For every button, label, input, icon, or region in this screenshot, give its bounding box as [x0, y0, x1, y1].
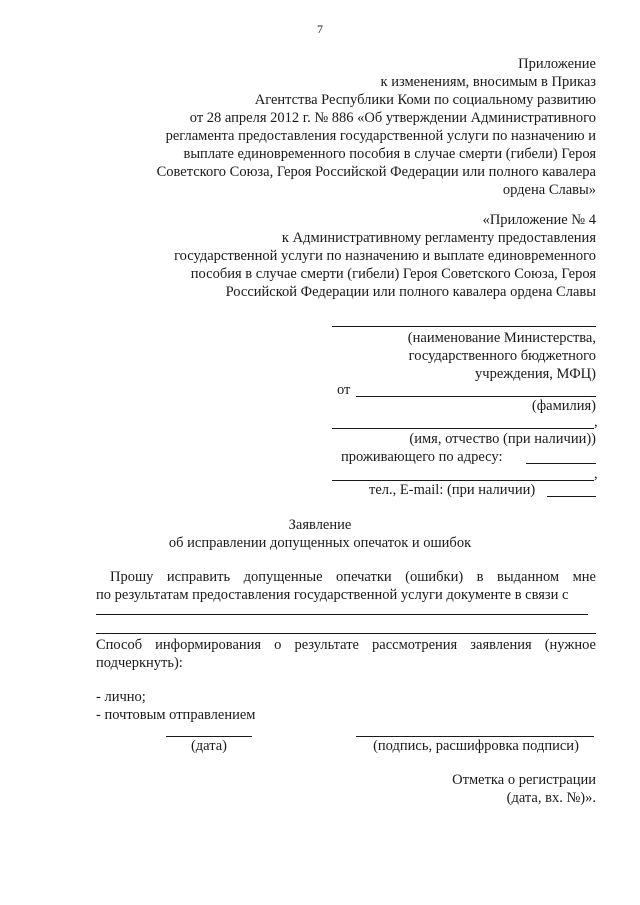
appendix-line: выплате единовременного пособия в случае смерти (гибели) Героя [183, 146, 596, 162]
signature-line [356, 736, 594, 737]
appendix-line: регламента предоставления государственной услуги по назначению и [165, 128, 596, 144]
address-label: проживающего по адресу: [341, 449, 503, 465]
registration-mark: Отметка о регистрации [452, 772, 596, 788]
inform-text-line1: Способ информирования о результате рассмотрения заявления (нужное [96, 637, 596, 653]
document-title: Заявление [288, 517, 352, 533]
name-hint: (имя, отчество (при наличии)) [409, 431, 596, 447]
appendix4-line: пособия в случае смерти (гибели) Героя Советского Союза, Героя [190, 266, 596, 282]
surname-hint: (фамилия) [531, 398, 596, 414]
document-subtitle: об исправлении допущенных опечаток и ошибок [168, 535, 472, 551]
name-line-comma: , [594, 414, 598, 430]
page-number: 7 [317, 22, 323, 36]
appendix-line: Советского Союза, Героя Российской Федерации или полного кавалера [156, 164, 596, 180]
org-name-line [332, 326, 596, 327]
appendix4-line: к Административному регламенту предоставления [281, 230, 596, 246]
appendix-line: Приложение [518, 56, 596, 72]
reason-line-1 [96, 614, 588, 615]
appendix-line: к изменениям, вносимым в Приказ [380, 74, 596, 90]
date-line [166, 736, 252, 737]
name-line [332, 428, 594, 429]
appendix4-line: Российской Федерации или полного кавалера ордена Славы [225, 284, 596, 300]
signature-hint: (подпись, расшифровка подписи) [373, 738, 579, 754]
address-comma: , [594, 466, 598, 482]
appendix4-line: государственной услуги по назначению и выплате единовременного [174, 248, 596, 264]
phone-label: тел., E-mail: (при наличии) [369, 482, 536, 498]
from-label: от [337, 382, 351, 398]
phone-line [547, 496, 596, 497]
org-hint: государственного бюджетного [408, 348, 596, 364]
request-text-line2: по результатам предоставления государственной услуги документе в связи с [96, 587, 569, 603]
option-in-person: - лично; [96, 689, 146, 705]
appendix4-line: «Приложение № 4 [482, 212, 596, 228]
reason-line-2 [96, 633, 596, 634]
address-line-2 [332, 480, 594, 481]
appendix-line: Агентства Республики Коми по социальному развитию [254, 92, 596, 108]
date-hint: (дата) [190, 738, 228, 754]
appendix-line: от 28 апреля 2012 г. № 886 «Об утверждении Административного [189, 110, 596, 126]
inform-text-line2: подчеркнуть): [96, 655, 183, 671]
option-by-mail: - почтовым отправлением [96, 707, 256, 723]
registration-hint: (дата, вх. №)». [506, 790, 596, 806]
appendix-line: ордена Славы» [502, 182, 596, 198]
org-hint: учреждения, МФЦ) [475, 366, 596, 382]
surname-line [356, 396, 596, 397]
request-text-line1: Прошу исправить допущенные опечатки (ошибки) в выданном мне [110, 569, 596, 585]
org-hint: (наименование Министерства, [407, 330, 596, 346]
address-line [526, 463, 596, 464]
